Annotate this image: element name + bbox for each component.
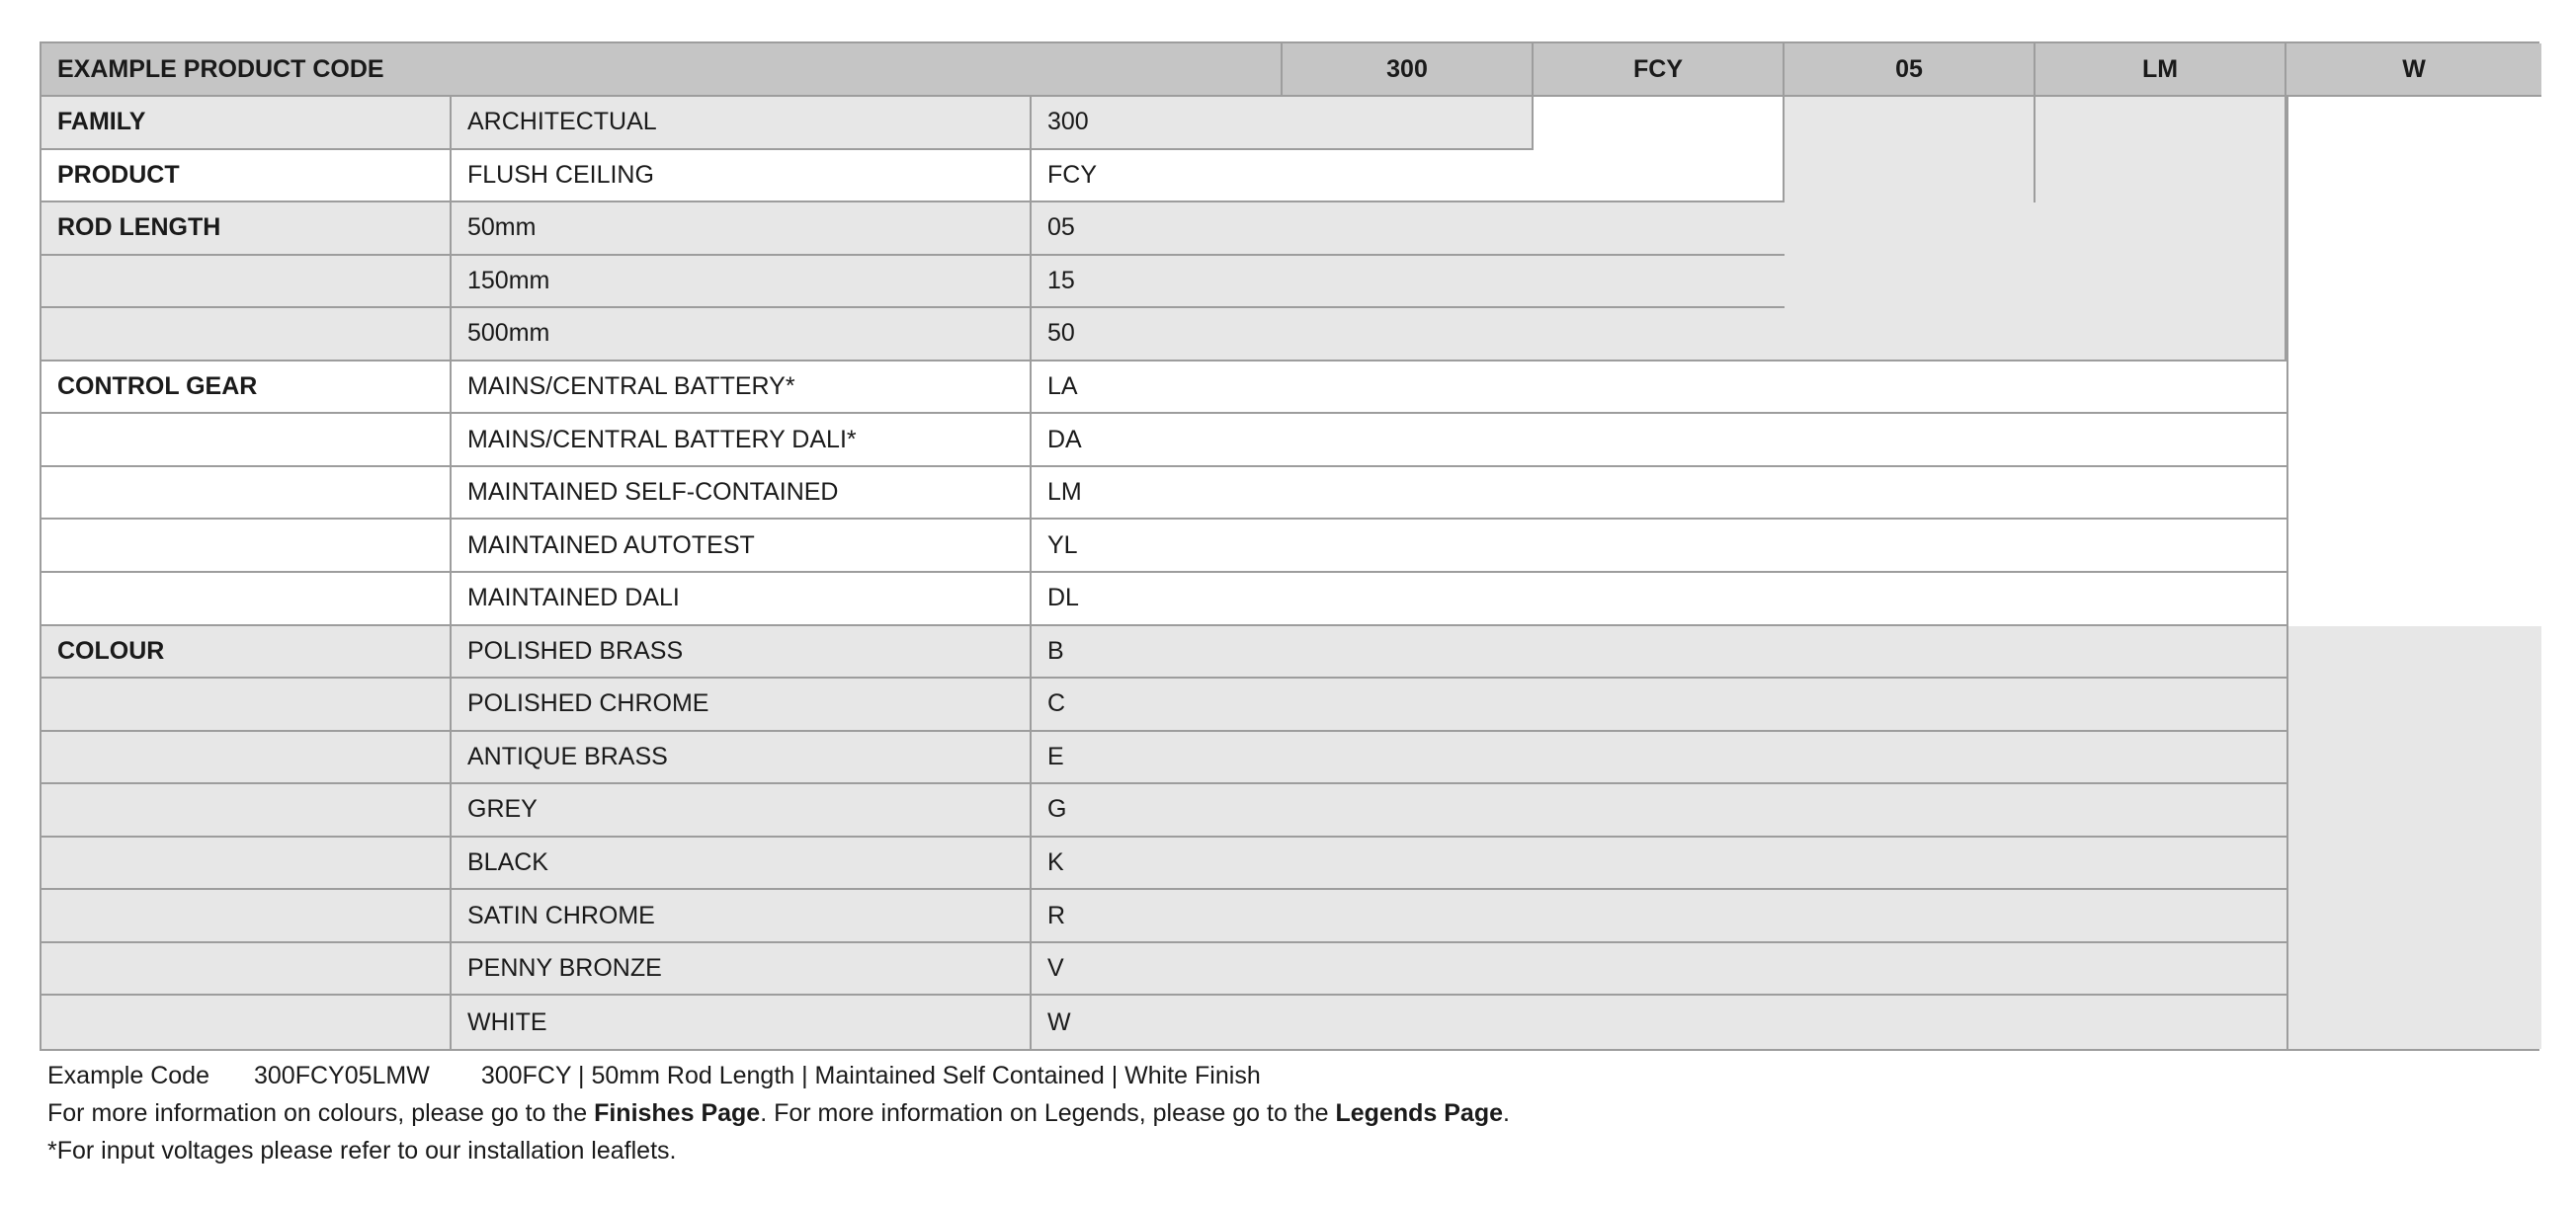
rod-length-bracket-right xyxy=(2036,97,2286,362)
control-gear-bracket xyxy=(2286,97,2541,626)
product-code-table xyxy=(40,41,2539,1051)
row-desc-gear-da: MAINS/CENTRAL BATTERY DALI* xyxy=(452,414,1032,467)
group-empty xyxy=(42,256,452,309)
table-title: EXAMPLE PRODUCT CODE xyxy=(42,43,1283,97)
voltage-note: *For input voltages please refer to our installation leaflets. xyxy=(47,1137,677,1165)
row-code-family: 300 xyxy=(1032,97,1534,150)
group-colour: COLOUR xyxy=(42,626,452,680)
row-desc-gear-lm: MAINTAINED SELF-CONTAINED xyxy=(452,467,1032,521)
colour-bracket-fill xyxy=(2286,626,2541,1049)
row-code-gear-da: DA xyxy=(1032,414,2286,467)
info-line xyxy=(47,1094,1510,1132)
row-code-rod-150: 15 xyxy=(1032,256,1785,309)
group-empty xyxy=(42,573,452,626)
row-desc-colour-c: POLISHED CHROME xyxy=(452,679,1032,732)
row-code-colour-g: G xyxy=(1032,784,2286,838)
group-empty xyxy=(42,414,452,467)
legends-page-link[interactable]: Legends Page xyxy=(1335,1099,1503,1127)
row-desc-family: ARCHITECTUAL xyxy=(452,97,1032,150)
group-control-gear: CONTROL GEAR xyxy=(42,362,452,415)
example-code-description: 300FCY | 50mm Rod Length | Maintained Self Contained | White Finish xyxy=(480,1062,1261,1089)
row-desc-colour-k: BLACK xyxy=(452,838,1032,891)
row-code-colour-w: W xyxy=(1032,996,2286,1049)
row-code-rod-500: 50 xyxy=(1032,308,2036,362)
info-text-2: . For more information on Legends, please go to the xyxy=(760,1099,1336,1127)
group-rod-length: ROD LENGTH xyxy=(42,202,452,256)
group-empty xyxy=(42,308,452,362)
code-header-family: 300 xyxy=(1283,43,1534,97)
row-desc-colour-g: GREY xyxy=(452,784,1032,838)
group-family: FAMILY xyxy=(42,97,452,150)
code-header-colour: W xyxy=(2286,43,2541,97)
row-code-gear-la: LA xyxy=(1032,362,2286,415)
row-code-gear-lm: LM xyxy=(1032,467,2286,521)
example-code-label: Example Code xyxy=(47,1062,209,1089)
row-code-rod-50: 05 xyxy=(1032,202,1785,256)
group-empty xyxy=(42,520,452,573)
row-code-gear-yl: YL xyxy=(1032,520,2286,573)
row-desc-colour-b: POLISHED BRASS xyxy=(452,626,1032,680)
code-header-product: FCY xyxy=(1534,43,1785,97)
row-desc-colour-w: WHITE xyxy=(452,996,1032,1049)
group-empty xyxy=(42,732,452,785)
row-code-colour-v: V xyxy=(1032,943,2286,997)
family-spacer xyxy=(1534,97,1785,150)
group-empty xyxy=(42,943,452,997)
group-empty xyxy=(42,890,452,943)
row-desc-rod-500: 500mm xyxy=(452,308,1032,362)
row-code-product: FCY xyxy=(1032,150,1785,203)
code-header-rod-length: 05 xyxy=(1785,43,2036,97)
row-code-colour-k: K xyxy=(1032,838,2286,891)
row-code-colour-r: R xyxy=(1032,890,2286,943)
info-text-3: . xyxy=(1503,1099,1510,1127)
row-code-colour-e: E xyxy=(1032,732,2286,785)
group-empty xyxy=(42,838,452,891)
group-empty xyxy=(42,996,452,1049)
row-desc-rod-50: 50mm xyxy=(452,202,1032,256)
row-code-gear-dl: DL xyxy=(1032,573,2286,626)
example-code-line xyxy=(47,1057,1510,1094)
row-desc-colour-e: ANTIQUE BRASS xyxy=(452,732,1032,785)
row-desc-product: FLUSH CEILING xyxy=(452,150,1032,203)
group-product: PRODUCT xyxy=(42,150,452,203)
row-desc-colour-v: PENNY BRONZE xyxy=(452,943,1032,997)
row-code-colour-c: C xyxy=(1032,679,2286,732)
rod-length-bracket xyxy=(1785,97,2036,202)
row-desc-rod-150: 150mm xyxy=(452,256,1032,309)
footer-notes xyxy=(47,1057,1510,1169)
group-empty xyxy=(42,467,452,521)
code-header-control-gear: LM xyxy=(2036,43,2286,97)
row-desc-colour-r: SATIN CHROME xyxy=(452,890,1032,943)
group-empty xyxy=(42,679,452,732)
example-code-value: 300FCY05LMW xyxy=(253,1062,430,1089)
info-text-1: For more information on colours, please go to the xyxy=(47,1099,595,1127)
row-desc-gear-yl: MAINTAINED AUTOTEST xyxy=(452,520,1032,573)
row-desc-gear-dl: MAINTAINED DALI xyxy=(452,573,1032,626)
group-empty xyxy=(42,784,452,838)
row-code-colour-b: B xyxy=(1032,626,2286,680)
finishes-page-link[interactable]: Finishes Page xyxy=(594,1099,761,1127)
row-desc-gear-la: MAINS/CENTRAL BATTERY* xyxy=(452,362,1032,415)
